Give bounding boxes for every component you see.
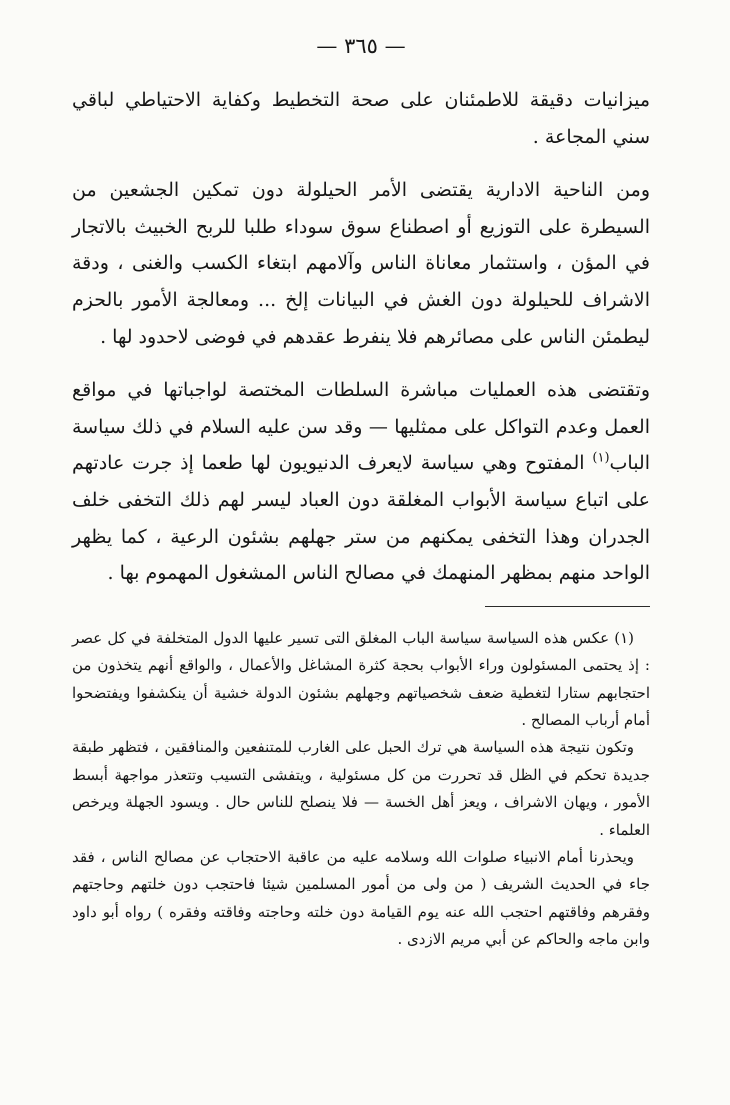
- footnote-1: (١) عكس هذه السياسة سياسة الباب المغلق التى تسير عليها الدول المتخلفة في كل عصر : إذ يحتمى المسئولون وراء الأبواب بحجة كثرة المشاغل والأعمال ، والواقع أنهم يتخذون من احتجابهم ستارا لتغطية ضعف شخصياتهم وجهلهم بشئون الدولة خشية أن ينكشفوا ويفتضحوا أمام أرباب المصالح .: [72, 628, 650, 729]
- footnote-3: ويحذرنا أمام الانبياء صلوات الله وسلامه عليه من عاقبة الاحتجاب عن مصالح الناس ، فقد جاء في الحديث الشريف ( من ولى من أمور المسلمين شيئا فاحتجب دون خلتهم وحاجتهم وفقرهم وفاقتهم احتجب الله عنه يوم القيامة دون خلته وحاجته وفاقته وفقره ) رواه أبو داود وابن ماجه والحاكم عن أبي مريم الازدى .: [72, 847, 650, 949]
- footnotes: [72, 625, 650, 954]
- main-text: [72, 82, 650, 592]
- page-number: — ٣٦٥ —: [316, 34, 406, 58]
- paragraph-3-part-2: المفتوح وهي سياسة لايعرف الدنيويون لها طعما إذ جرت عادتهم على اتباع سياسة الأبواب المغلقة دون العباد ليسر لهم ذلك التخفى خلف الجدران وهذا التخفى يمكنهم من ستر جهلهم بشئون الرعية ، كما يظهر الواحد منهم بمظهر المنهمك في مصالح الناس المشغول المهموم بها .: [72, 452, 650, 585]
- paragraph-3: [72, 372, 650, 592]
- footnote-2: وتكون نتيجة هذه السياسة هي ترك الحبل على الغارب للمتنفعين والمنافقين ، فتظهر طبقة جديدة تحكم في الظل قد تحررت من كل مسئولية ، ويتفشى التسيب وتتعذر مواجهة أبسط الأمور ، ويهان الاشراف ، ويعز أهل الخسة — فلا ينصلح للناس حال . ويسود الجهلة ويرخص العلماء .: [72, 738, 650, 839]
- footnote-reference: (١): [592, 451, 610, 467]
- paragraph-3-part-1: وتقتضى هذه العمليات مباشرة السلطات المختصة لواجباتها في مواقع العمل وعدم التواكل على ممثليها — وقد سن عليه السلام في ذلك سياسة الباب: [72, 379, 650, 475]
- paragraph-1: ميزانيات دقيقة للاطمئنان على صحة التخطيط وكفاية الاحتياطي لباقي سني المجاعة .: [72, 89, 650, 148]
- paragraph-2: ومن الناحية الادارية يقتضى الأمر الحيلولة دون تمكين الجشعين من السيطرة على التوزيع أو اصطناع سوق سوداء طلبا للربح الخبيث بالاتجار في المؤن ، واستثمار معاناة الناس وآلامهم ابتغاء الكسب والغنى ، ودقة الاشراف للحيلولة دون الغش في البيانات إلخ ... ومعالجة الأمور بالحزم ليطمئن الناس على مصائرهم فلا ينفرط عقدهم في فوضى لاحدود لها .: [72, 179, 650, 348]
- footnote-separator: [485, 606, 650, 607]
